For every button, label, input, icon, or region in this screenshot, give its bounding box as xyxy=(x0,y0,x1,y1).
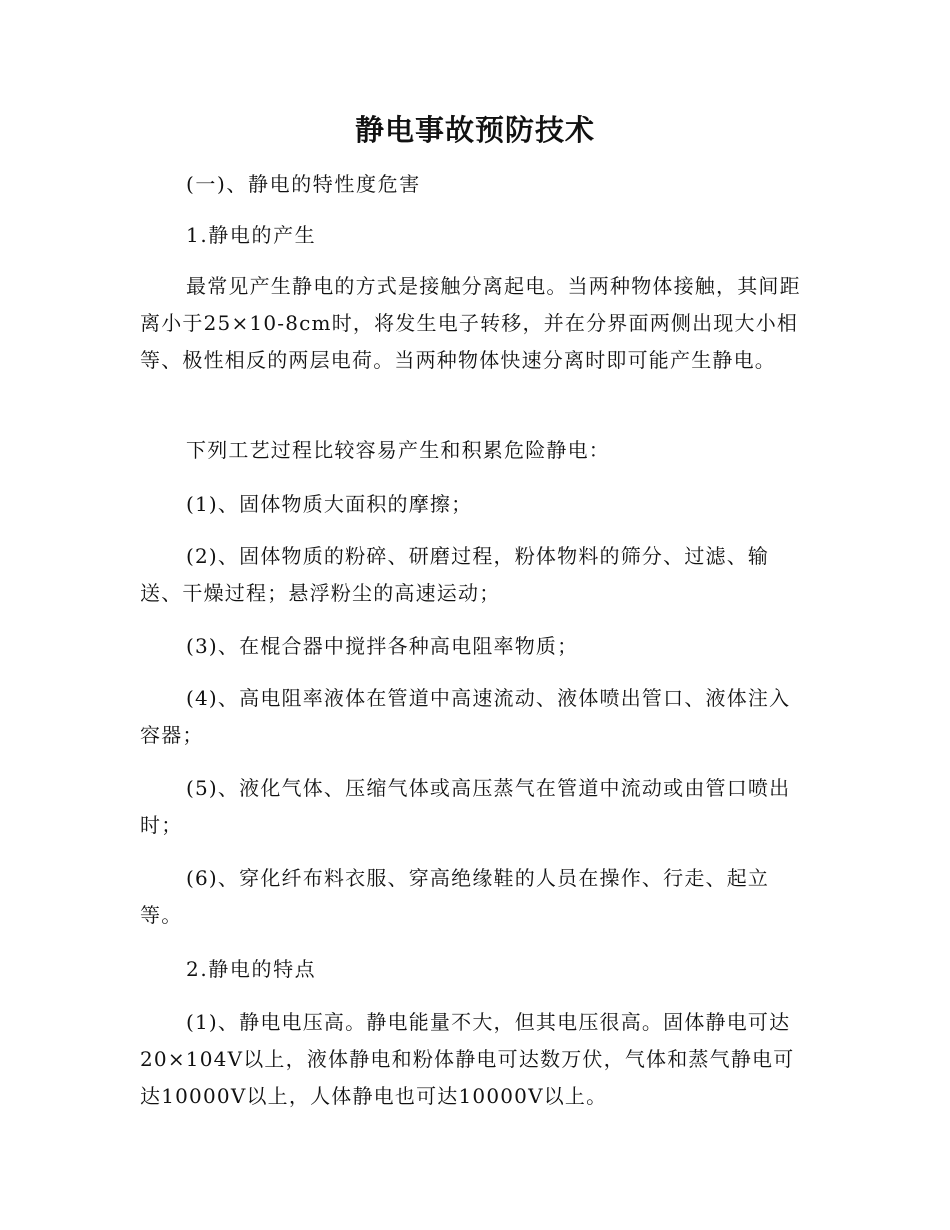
list-item-1: (1)、固体物质大面积的摩擦； xyxy=(186,492,473,516)
document-title: 静电事故预防技术 xyxy=(354,113,595,147)
list-item-4: (4)、高电阻率液体在管道中高速流动、液体喷出管口、液体注入容器； xyxy=(140,686,791,747)
paragraph-process-intro: 下列工艺过程比较容易产生和积累危险静电： xyxy=(186,438,610,462)
list-item-5: (5)、液化气体、压缩气体或高压蒸气在管道中流动或由管口喷出时； xyxy=(140,776,791,837)
section-heading-1: (一)、静电的特性度危害 xyxy=(186,172,421,196)
list-item-2: (2)、固体物质的粉碎、研磨过程，粉体物料的筛分、过滤、输送、干燥过程；悬浮粉尘的高速运动； xyxy=(140,544,770,605)
subsection-heading-static-generation: 1.静电的产生 xyxy=(186,223,317,247)
list-item-3: (3)、在棍合器中搅拌各种高电阻率物质； xyxy=(186,634,579,658)
list-item-6: (6)、穿化纤布料衣服、穿高绝缘鞋的人员在操作、行走、起立等。 xyxy=(140,866,770,927)
paragraph-high-voltage: (1)、静电电压高。静电能量不大，但其电压很高。固体静电可达20×104V以上，液体静电和粉体静电可达数万伏，气体和蒸气静电可达10000V以上，人体静电也可达10000V以上。 xyxy=(140,1010,795,1108)
subsection-heading-static-features: 2.静电的特点 xyxy=(186,957,317,981)
paragraph-contact-separation: 最常见产生静电的方式是接触分离起电。当两种物体接触，其间距离小于25×10-8cm时，将发生电子转移，并在分界面两侧出现大小相等、极性相反的两层电荷。当两种物体快速分离时即可能产生静电。 xyxy=(140,274,801,372)
